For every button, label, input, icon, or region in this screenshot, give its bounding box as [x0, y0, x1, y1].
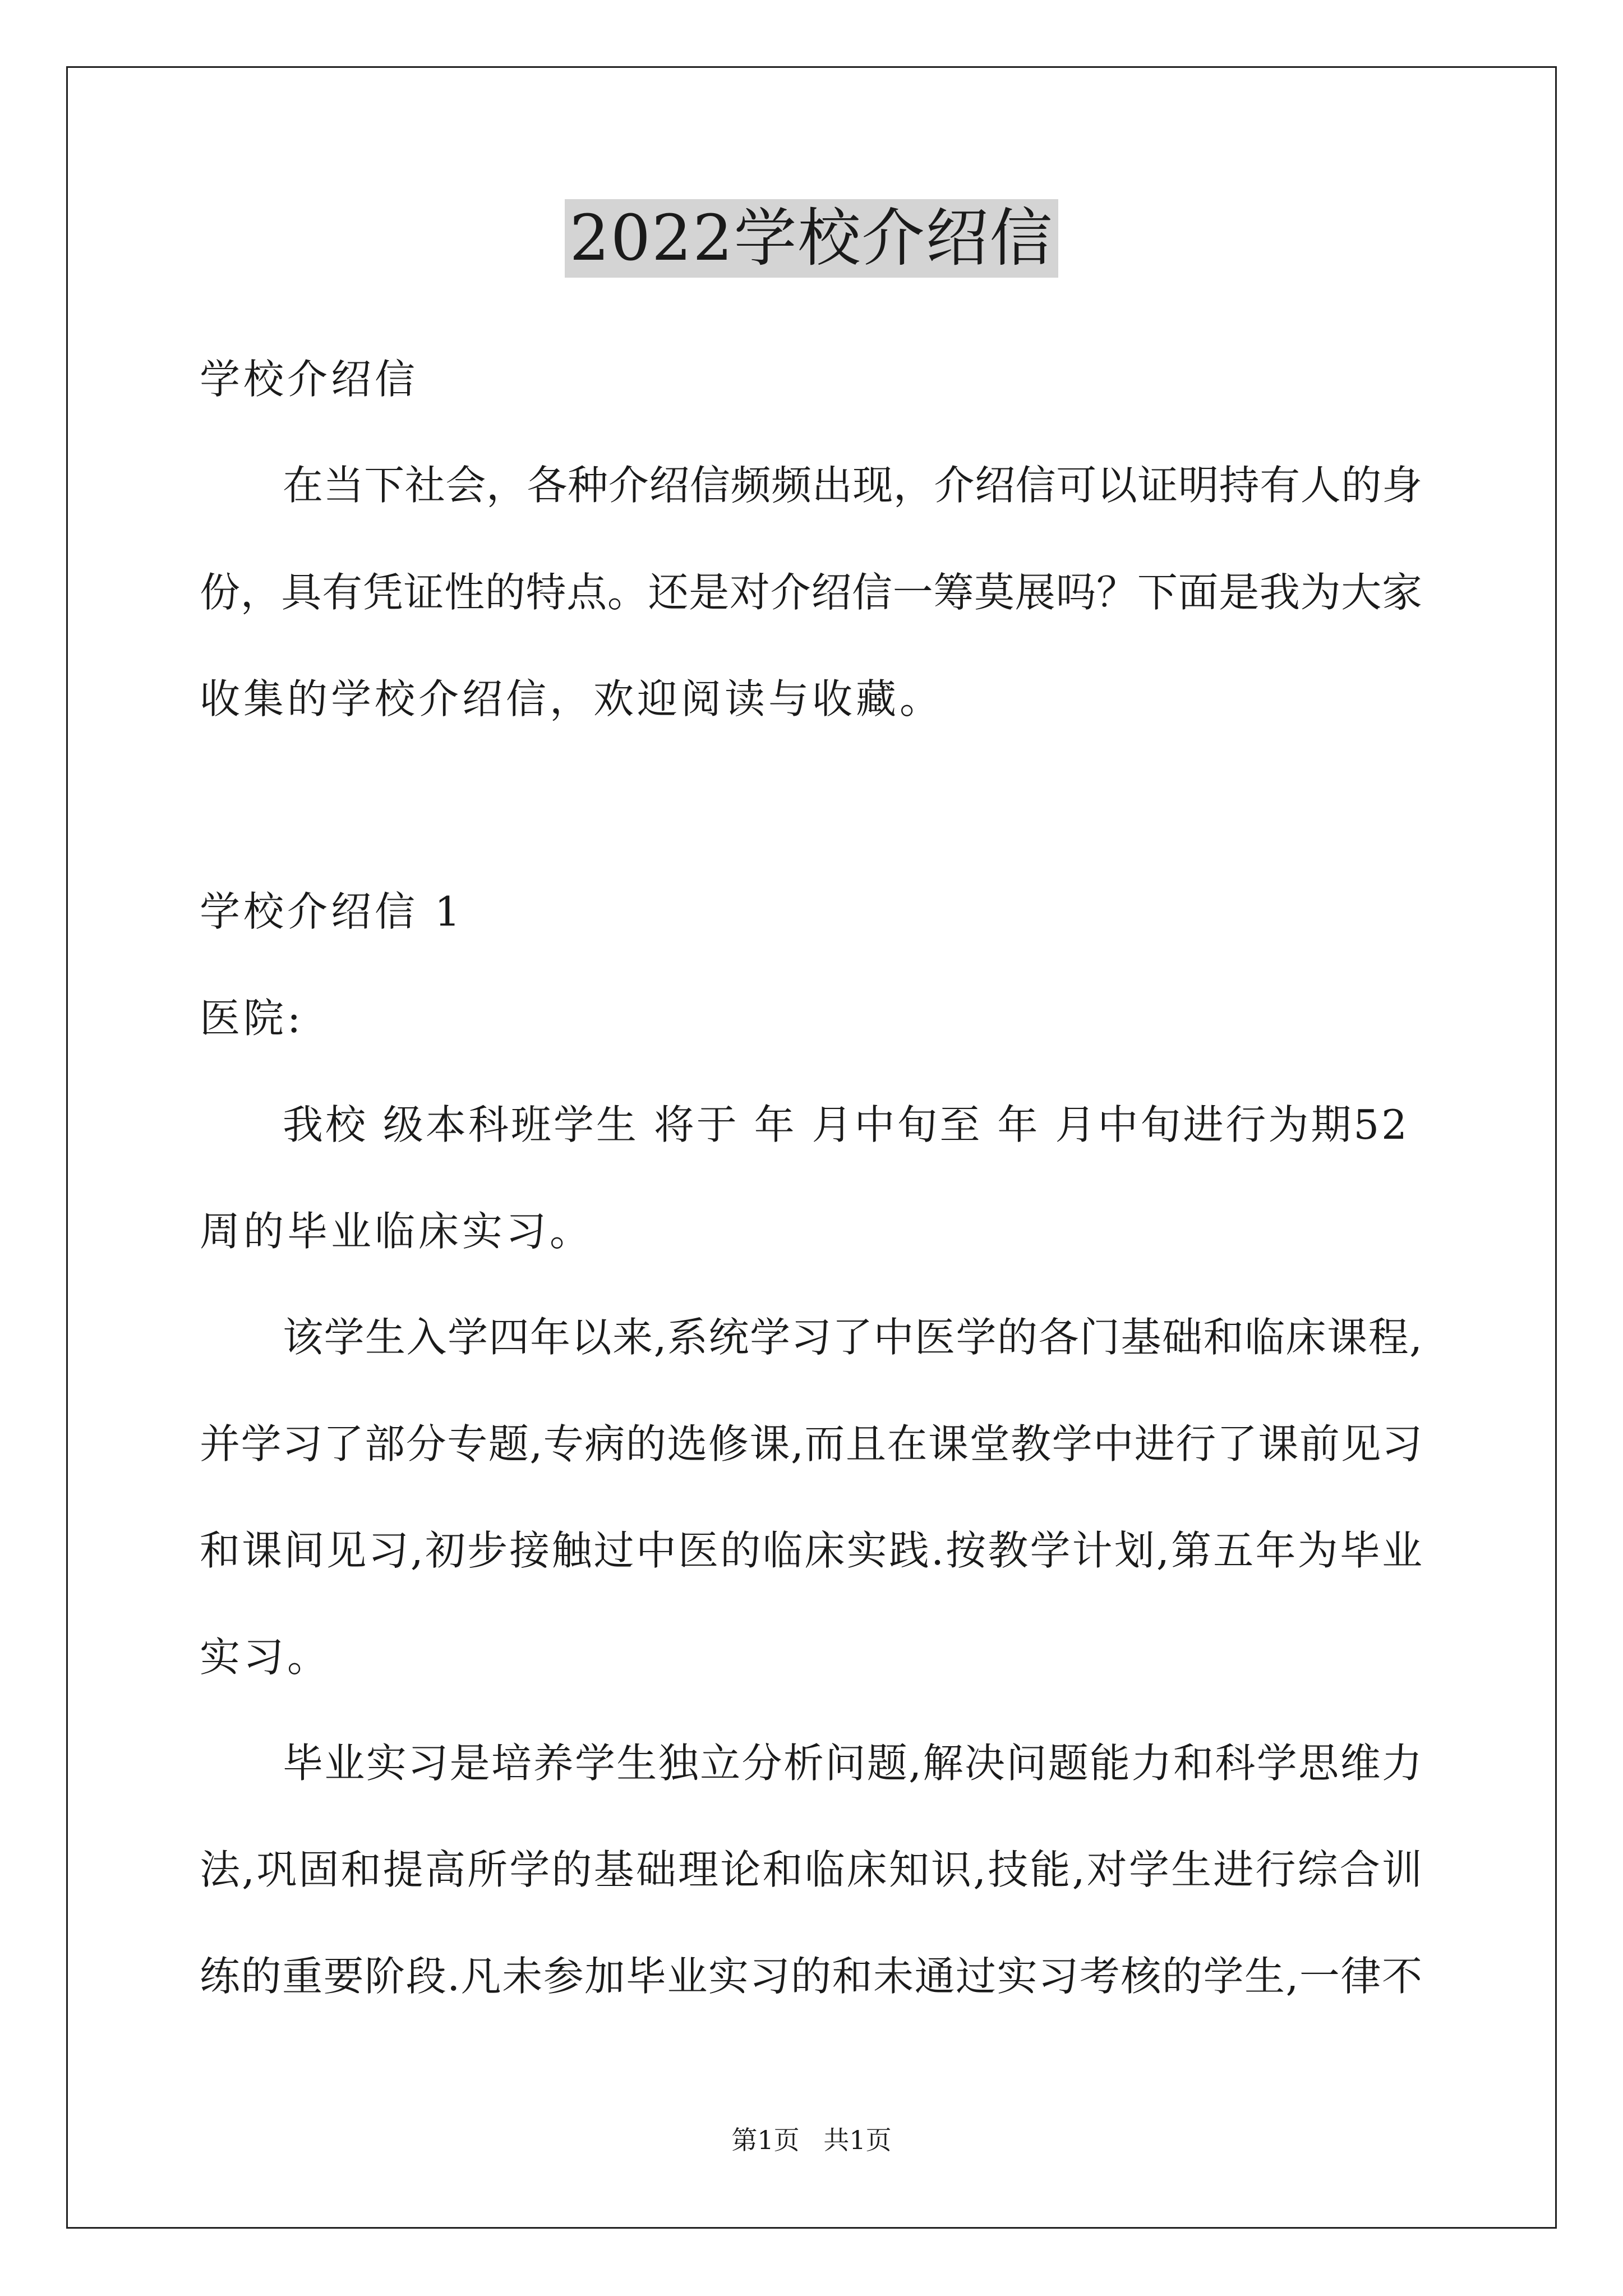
salutation: 医院:: [200, 995, 305, 1042]
section-title: 学校介绍信 1: [200, 888, 464, 935]
para3-line-3: 练的重要阶段.凡未参加毕业实习的和未通过实习考核的学生,一律不: [200, 1953, 1422, 2000]
para2-line-1: 该学生入学四年以来,系统学习了中医学的各门基础和临床课程,: [283, 1314, 1422, 1361]
page-total: 共1页: [823, 2125, 892, 2155]
para3-line-1: 毕业实习是培养学生独立分析问题,解决问题能力和科学思维力: [283, 1740, 1422, 1787]
para1-line-1: 我校 级本科班学生 将于 年 月中旬至 年 月中旬进行为期52: [283, 1101, 1409, 1148]
intro-line-2: 份，具有凭证性的特点。还是对介绍信一筹莫展吗？下面是我为大家: [200, 569, 1422, 616]
para3-line-2: 法,巩固和提高所学的基础理论和临床知识,技能,对学生进行综合训: [200, 1846, 1422, 1893]
title-wrap: [0, 199, 1623, 278]
document-title: 2022学校介绍信: [565, 199, 1058, 278]
para2-line-4: 实习。: [200, 1634, 331, 1681]
para1-line-2: 周的毕业临床实习。: [200, 1208, 594, 1255]
intro-line-1: 在当下社会，各种介绍信频频出现，介绍信可以证明持有人的身: [283, 462, 1422, 509]
page-footer: [0, 2123, 1623, 2157]
document-heading: 学校介绍信: [200, 356, 419, 403]
intro-line-3: 收集的学校介绍信，欢迎阅读与收藏。: [200, 675, 944, 723]
page-number: 第1页: [731, 2125, 800, 2155]
para2-line-3: 和课间见习,初步接触过中医的临床实践.按教学计划,第五年为毕业: [200, 1527, 1422, 1574]
para2-line-2: 并学习了部分专题,专病的选修课,而且在课堂教学中进行了课前见习: [200, 1420, 1422, 1467]
